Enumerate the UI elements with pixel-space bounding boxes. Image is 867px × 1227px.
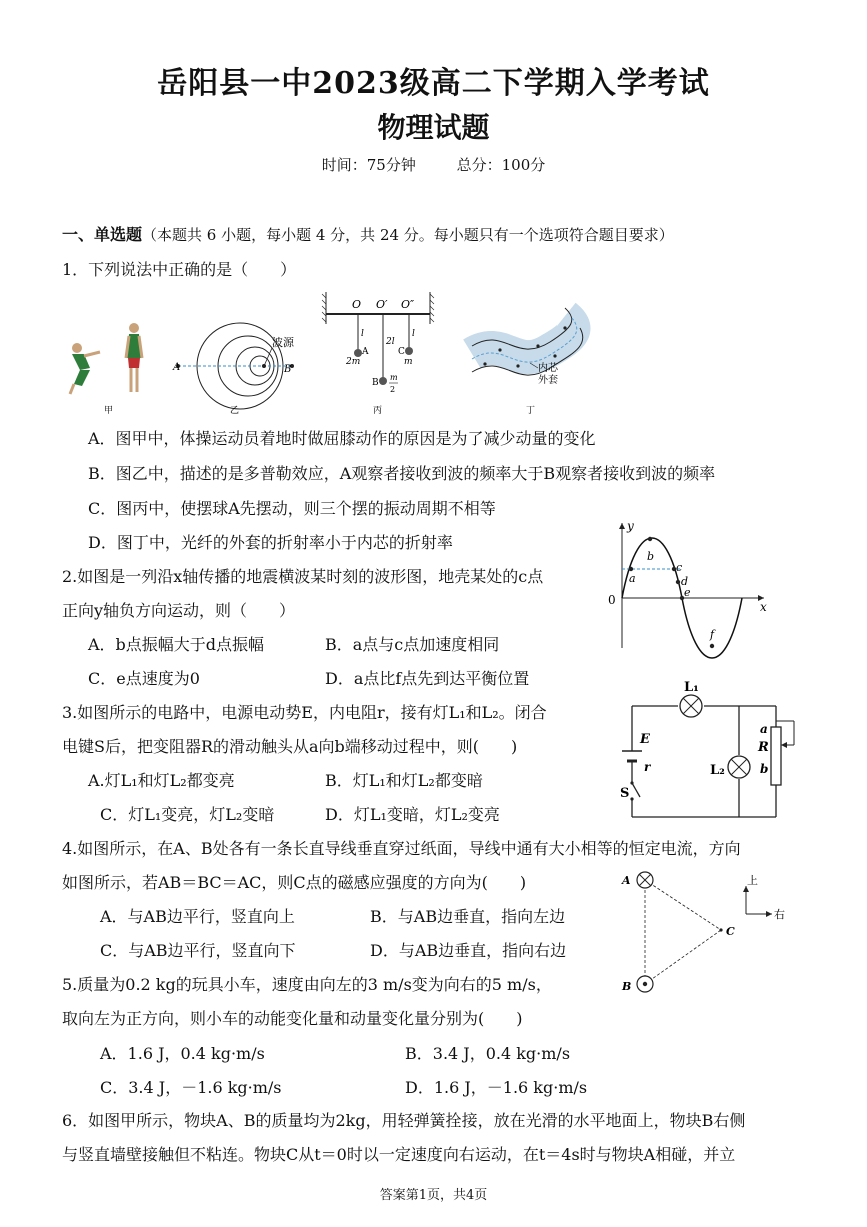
exam-score: 总分：100分 <box>456 156 546 174</box>
wave-x-label: x <box>760 600 767 614</box>
label-observer-b: B <box>284 364 292 375</box>
q2-stem-line1: 2.如图是一列沿x轴传播的地震横波某时刻的波形图，地壳某处的c点 <box>62 567 544 586</box>
point-c-label: C <box>726 925 735 938</box>
circuit-s: S <box>620 786 630 801</box>
label-2l: 2l <box>386 337 395 347</box>
q2-option-c[interactable]: C．e点速度为0 <box>88 669 200 688</box>
label-waitao: 外套 <box>538 375 558 386</box>
wire-a-label: A <box>622 874 631 887</box>
page-footer: 答案第1页，共4页 <box>379 1188 488 1203</box>
q4-stem-line2: 如图所示，若AB＝BC＝AC，则C点的磁感应强度的方向为( ) <box>62 873 527 892</box>
q1-option-d[interactable]: D．图丁中，光纤的外套的折射率小于内芯的折射率 <box>88 533 453 552</box>
q3-circuit-figure <box>618 675 808 825</box>
label-ding: 丁 <box>526 406 536 416</box>
gymnast-figure <box>70 323 142 394</box>
label-l-right: l <box>412 329 415 339</box>
exam-meta <box>0 154 867 175</box>
label-o: O <box>352 298 362 311</box>
label-yi: 乙 <box>230 406 240 416</box>
exam-title: 岳阳县一中2023级高二下学期入学考试 <box>157 66 710 101</box>
label-boyuan: 波源 <box>272 336 294 349</box>
label-o2: O″ <box>401 298 415 311</box>
circuit-e: E <box>640 732 650 747</box>
q1-option-c[interactable]: C．图丙中，使摆球A先摆动，则三个摆的振动周期不相等 <box>88 499 496 518</box>
q2-wave-figure <box>608 518 772 653</box>
q4-option-b[interactable]: B．与AB边垂直，指向左边 <box>370 907 566 926</box>
label-pend-a: A <box>362 347 369 357</box>
label-observer-a: A <box>173 362 181 373</box>
label-pend-c: C <box>398 347 405 357</box>
wave-point-d: d <box>681 575 689 588</box>
label-pend-b: B <box>372 378 379 388</box>
q4-wire-figure <box>618 866 798 996</box>
q2-option-b[interactable]: B．a点与c点加速度相同 <box>325 635 500 654</box>
label-o1: O′ <box>376 298 388 311</box>
q4-option-d[interactable]: D．与AB边垂直，指向右边 <box>370 941 567 960</box>
exam-subject: 物理试题 <box>377 111 490 144</box>
q6-stem-line2: 与竖直墙壁接触但不粘连。物块C从t＝0时以一定速度向右运动，在t＝4s时与物块A相碰，并立 <box>62 1145 736 1164</box>
q3-option-d[interactable]: D．灯L₁变暗，灯L₂变亮 <box>325 805 500 824</box>
q4-stem-line1: 4.如图所示，在A、B处各有一条长直导线垂直穿过纸面，导线中通有大小相等的恒定电流，方向 <box>62 839 741 858</box>
label-l: l <box>361 329 364 339</box>
circuit-a: a <box>760 722 768 736</box>
q5-option-b[interactable]: B．3.4 J，0.4 kg·m/s <box>405 1044 571 1063</box>
q3-stem-line1: 3.如图所示的电路中，电源电动势E，内电阻r，接有灯L₁和L₂。闭合 <box>62 703 547 722</box>
wave-point-f: f <box>710 628 715 641</box>
q1-option-b[interactable]: B．图乙中，描述的是多普勒效应，A观察者接收到波的频率大于B观察者接收到波的频率 <box>88 464 716 483</box>
q2-option-d[interactable]: D．a点比f点先到达平衡位置 <box>325 669 530 688</box>
label-mass-b-den: 2 <box>390 385 396 394</box>
circuit-l2: L₂ <box>710 763 725 778</box>
q2-stem-line2: 正向y轴负方向运动，则（ ） <box>62 601 296 620</box>
q2-option-a[interactable]: A．b点振幅大于d点振幅 <box>88 635 265 654</box>
q3-stem-line2: 电键S后，把变阻器R的滑动触头从a向b端移动过程中，则( ) <box>62 737 518 756</box>
q5-option-a[interactable]: A．1.6 J，0.4 kg·m/s <box>100 1044 265 1063</box>
fiber-figure <box>472 308 583 375</box>
label-jia: 甲 <box>104 406 114 416</box>
label-bing: 丙 <box>373 406 383 416</box>
q6-stem-line1: 6．如图甲所示，物块A、B的质量均为2kg，用轻弹簧拴接，放在光滑的水平地面上，物块B右侧 <box>62 1111 746 1130</box>
wave-point-c: c <box>676 561 683 574</box>
section-note: （本题共 6 小题，每小题 4 分，共 24 分。每小题只有一个选项符合题目要求） <box>142 226 674 244</box>
direction-right: 右 <box>774 908 785 921</box>
q4-option-a[interactable]: A．与AB边平行，竖直向上 <box>100 907 295 926</box>
direction-up: 上 <box>747 874 758 887</box>
label-mass-2m: 2m <box>346 357 361 367</box>
circuit-l1: L₁ <box>684 680 699 695</box>
wave-point-e: e <box>684 586 691 599</box>
q3-option-b[interactable]: B．灯L₁和灯L₂都变暗 <box>325 771 483 790</box>
circuit-r-var: R <box>758 740 769 755</box>
label-mass-m: m <box>404 357 413 367</box>
q4-option-c[interactable]: C．与AB边平行，竖直向下 <box>100 941 296 960</box>
label-neixin: 内芯 <box>538 363 558 374</box>
exam-time: 时间：75分钟 <box>321 156 416 174</box>
q1-figure <box>60 288 580 418</box>
q5-stem-line2: 取向左为正方向，则小车的动能变化量和动量变化量分别为( ) <box>62 1009 523 1028</box>
q1-stem: 1．下列说法中正确的是（ ） <box>62 260 297 279</box>
circuit-b: b <box>760 762 769 776</box>
q5-option-c[interactable]: C．3.4 J，－1.6 kg·m/s <box>100 1078 282 1097</box>
wave-y-label: y <box>627 519 634 533</box>
q5-option-d[interactable]: D．1.6 J，－1.6 kg·m/s <box>405 1078 588 1097</box>
wire-b-label: B <box>622 980 632 993</box>
wave-point-a: a <box>629 572 636 585</box>
q5-stem-line1: 5.质量为0.2 kg的玩具小车，速度由向左的3 m/s变为向右的5 m/s， <box>62 975 552 994</box>
wave-point-b: b <box>647 550 655 563</box>
section-heading <box>62 222 674 245</box>
wave-origin: 0 <box>608 593 616 607</box>
circuit-r: r <box>644 760 651 774</box>
q1-option-a[interactable]: A．图甲中，体操运动员着地时做屈膝动作的原因是为了减少动量的变化 <box>88 429 596 448</box>
q3-option-c[interactable]: C．灯L₁变亮，灯L₂变暗 <box>100 805 275 824</box>
section-title: 一、单选题 <box>62 225 143 244</box>
label-mass-b-num: m <box>390 373 398 382</box>
q3-option-a[interactable]: A.灯L₁和灯L₂都变亮 <box>88 771 235 790</box>
